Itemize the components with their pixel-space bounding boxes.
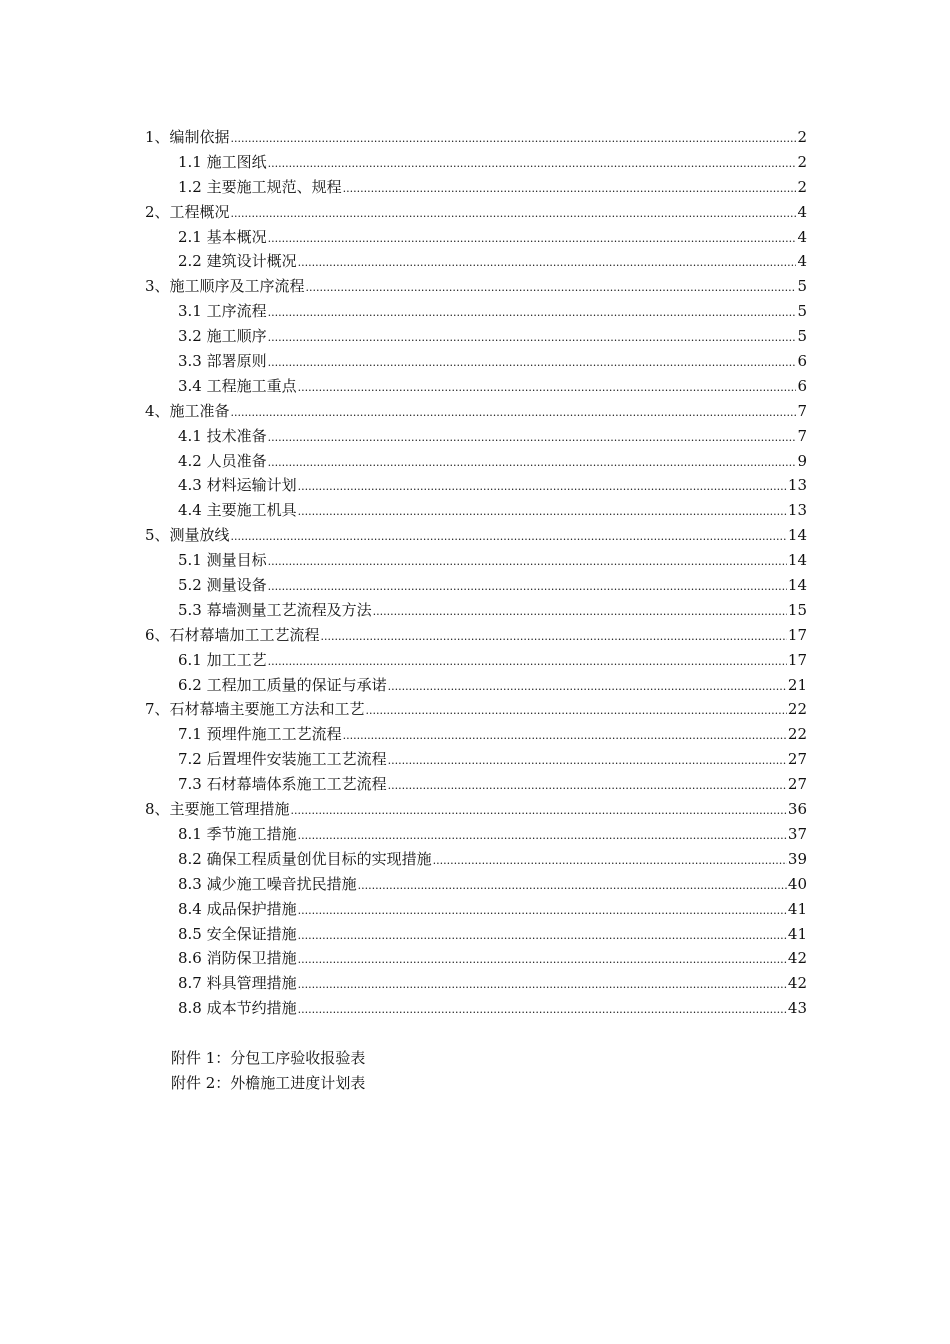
toc-dot-leader <box>231 127 797 152</box>
toc-section-entry[interactable] <box>145 424 807 449</box>
toc-dot-leader <box>298 998 787 1023</box>
toc-dot-leader <box>231 401 797 426</box>
toc-page-number: 13 <box>787 476 807 495</box>
toc-page-number: 42 <box>787 974 807 993</box>
toc-section-entry[interactable] <box>145 822 807 847</box>
toc-entry-title: 8、主要施工管理措施 <box>145 800 290 819</box>
toc-section-entry[interactable] <box>145 946 807 971</box>
toc-section-entry[interactable] <box>145 722 807 747</box>
toc-dot-leader <box>388 749 787 774</box>
toc-entry-title: 4.4 主要施工机具 <box>178 501 297 520</box>
toc-entry-title: 8.6 消防保卫措施 <box>178 949 297 968</box>
toc-section-entry[interactable] <box>145 299 807 324</box>
toc-entry-title: 8.4 成品保护措施 <box>178 899 297 918</box>
toc-entry-title: 8.3 减少施工噪音扰民措施 <box>178 874 357 893</box>
toc-page-number: 17 <box>787 650 807 669</box>
toc-section-entry[interactable] <box>145 847 807 872</box>
toc-section-entry[interactable] <box>145 922 807 947</box>
toc-dot-leader <box>388 675 787 700</box>
toc-entry-title: 5.3 幕墙测量工艺流程及方法 <box>178 600 372 619</box>
toc-entry-title: 3.4 工程施工重点 <box>178 376 297 395</box>
toc-page-number: 4 <box>797 227 807 246</box>
toc-dot-leader <box>268 351 797 376</box>
toc-dot-leader <box>231 525 787 550</box>
toc-page-number: 22 <box>787 725 807 744</box>
toc-entry-title: 3.3 部署原则 <box>178 352 267 371</box>
toc-page-number: 7 <box>797 426 807 445</box>
toc-section-entry[interactable] <box>145 897 807 922</box>
toc-chapter-entry[interactable] <box>145 399 807 424</box>
toc-page-number: 6 <box>797 376 807 395</box>
toc-entry-title: 7.1 预埋件施工工艺流程 <box>178 725 342 744</box>
toc-dot-leader <box>268 550 787 575</box>
toc-entry-title: 4.3 材料运输计划 <box>178 476 297 495</box>
toc-dot-leader <box>343 724 787 749</box>
toc-entry-title: 6、石材幕墙加工工艺流程 <box>145 625 320 644</box>
toc-dot-leader <box>268 326 797 351</box>
toc-entry-title: 7.2 后置埋件安装施工工艺流程 <box>178 750 387 769</box>
toc-dot-leader <box>343 177 797 202</box>
toc-entry-title: 5.1 测量目标 <box>178 551 267 570</box>
toc-entry-title: 4.2 人员准备 <box>178 451 267 470</box>
toc-section-entry[interactable] <box>145 175 807 200</box>
toc-page-number: 13 <box>787 501 807 520</box>
toc-section-entry[interactable] <box>145 872 807 897</box>
toc-dot-leader <box>268 426 797 451</box>
toc-entry-title: 5.2 测量设备 <box>178 576 267 595</box>
toc-section-entry[interactable] <box>145 349 807 374</box>
toc-entry-title: 2.2 建筑设计概况 <box>178 252 297 271</box>
toc-page-number: 7 <box>797 401 807 420</box>
toc-page-number: 17 <box>787 625 807 644</box>
toc-entry-title: 1、编制依据 <box>145 128 230 146</box>
toc-page-number: 27 <box>787 775 807 794</box>
toc-section-entry[interactable] <box>145 548 807 573</box>
toc-entry-title: 3.2 施工顺序 <box>178 327 267 346</box>
toc-dot-leader <box>306 276 797 301</box>
toc-section-entry[interactable] <box>145 772 807 797</box>
toc-page-number: 5 <box>797 302 807 321</box>
attachment-item: 附件 2：外檐施工进度计划表 <box>171 1074 366 1092</box>
toc-page-number: 4 <box>797 202 807 221</box>
toc-dot-leader <box>298 251 797 276</box>
table-of-contents <box>145 125 807 1021</box>
toc-page-number: 4 <box>797 252 807 271</box>
toc-entry-title: 5、测量放线 <box>145 526 230 545</box>
toc-entry-title: 7.3 石材幕墙体系施工工艺流程 <box>178 775 387 794</box>
toc-section-entry[interactable] <box>145 648 807 673</box>
toc-entry-title: 6.1 加工工艺 <box>178 650 267 669</box>
toc-dot-leader <box>298 824 787 849</box>
toc-page-number: 14 <box>787 576 807 595</box>
toc-page-number: 14 <box>787 526 807 545</box>
toc-page-number: 21 <box>787 675 807 694</box>
toc-section-entry[interactable] <box>145 573 807 598</box>
toc-dot-leader <box>268 451 797 476</box>
toc-page-number: 43 <box>787 999 807 1018</box>
toc-dot-leader <box>298 475 787 500</box>
toc-entry-title: 6.2 工程加工质量的保证与承诺 <box>178 675 387 694</box>
toc-chapter-entry[interactable] <box>145 523 807 548</box>
toc-section-entry[interactable] <box>145 374 807 399</box>
toc-dot-leader <box>358 874 787 899</box>
toc-page-number: 41 <box>787 899 807 918</box>
toc-entry-title: 8.7 料具管理措施 <box>178 974 297 993</box>
toc-page-number: 2 <box>797 128 807 146</box>
toc-dot-leader <box>291 799 787 824</box>
toc-dot-leader <box>321 625 787 650</box>
toc-entry-title: 2.1 基本概况 <box>178 227 267 246</box>
toc-section-entry[interactable] <box>145 673 807 698</box>
toc-section-entry[interactable] <box>145 449 807 474</box>
toc-entry-title: 1.1 施工图纸 <box>178 152 267 171</box>
toc-dot-leader <box>433 849 787 874</box>
toc-dot-leader <box>268 301 797 326</box>
toc-page-number: 6 <box>797 352 807 371</box>
toc-page-number: 42 <box>787 949 807 968</box>
toc-page-number: 36 <box>787 800 807 819</box>
toc-entry-title: 8.5 安全保证措施 <box>178 924 297 943</box>
toc-entry-title: 1.2 主要施工规范、规程 <box>178 177 342 196</box>
toc-chapter-entry[interactable] <box>145 125 807 150</box>
toc-entry-title: 8.2 确保工程质量创优目标的实现措施 <box>178 849 432 868</box>
toc-entry-title: 8.1 季节施工措施 <box>178 824 297 843</box>
toc-page-number: 41 <box>787 924 807 943</box>
toc-entry-title: 4、施工准备 <box>145 401 230 420</box>
toc-dot-leader <box>268 575 787 600</box>
toc-section-entry[interactable] <box>145 473 807 498</box>
toc-chapter-entry[interactable] <box>145 797 807 822</box>
toc-page-number: 40 <box>787 874 807 893</box>
toc-section-entry[interactable] <box>145 324 807 349</box>
toc-chapter-entry[interactable] <box>145 274 807 299</box>
toc-page-number: 15 <box>787 600 807 619</box>
toc-page-number: 5 <box>797 327 807 346</box>
toc-entry-title: 3.1 工序流程 <box>178 302 267 321</box>
attachment-item: 附件 1：分包工序验收报验表 <box>171 1049 366 1067</box>
toc-page-number: 37 <box>787 824 807 843</box>
toc-section-entry[interactable] <box>145 498 807 523</box>
toc-entry-title: 4.1 技术准备 <box>178 426 267 445</box>
toc-page-number: 9 <box>797 451 807 470</box>
toc-page-number: 5 <box>797 277 807 296</box>
toc-dot-leader <box>298 973 787 998</box>
toc-page-number: 2 <box>797 177 807 196</box>
toc-dot-leader <box>298 376 797 401</box>
toc-dot-leader <box>268 227 797 252</box>
toc-entry-title: 8.8 成本节约措施 <box>178 999 297 1018</box>
toc-dot-leader <box>231 202 797 227</box>
toc-dot-leader <box>298 924 787 949</box>
toc-section-entry[interactable] <box>145 150 807 175</box>
toc-entry-title: 7、石材幕墙主要施工方法和工艺 <box>145 700 365 719</box>
toc-dot-leader <box>268 650 787 675</box>
toc-section-entry[interactable] <box>145 747 807 772</box>
toc-section-entry[interactable] <box>145 971 807 996</box>
toc-page-number: 14 <box>787 551 807 570</box>
toc-section-entry[interactable] <box>145 996 807 1021</box>
toc-section-entry[interactable] <box>145 225 807 250</box>
toc-dot-leader <box>298 948 787 973</box>
toc-dot-leader <box>388 774 787 799</box>
toc-chapter-entry[interactable] <box>145 697 807 722</box>
toc-dot-leader <box>373 600 787 625</box>
toc-entry-title: 2、工程概况 <box>145 202 230 221</box>
toc-dot-leader <box>366 699 787 724</box>
toc-section-entry[interactable] <box>145 249 807 274</box>
toc-page-number: 27 <box>787 750 807 769</box>
toc-entry-title: 3、施工顺序及工序流程 <box>145 277 305 296</box>
toc-page-number: 39 <box>787 849 807 868</box>
toc-section-entry[interactable] <box>145 598 807 623</box>
toc-dot-leader <box>298 500 787 525</box>
attachments-list <box>171 1046 365 1096</box>
toc-chapter-entry[interactable] <box>145 623 807 648</box>
toc-dot-leader <box>298 899 787 924</box>
toc-page-number: 2 <box>797 152 807 171</box>
toc-page-number: 22 <box>787 700 807 719</box>
toc-chapter-entry[interactable] <box>145 200 807 225</box>
toc-dot-leader <box>268 152 797 177</box>
